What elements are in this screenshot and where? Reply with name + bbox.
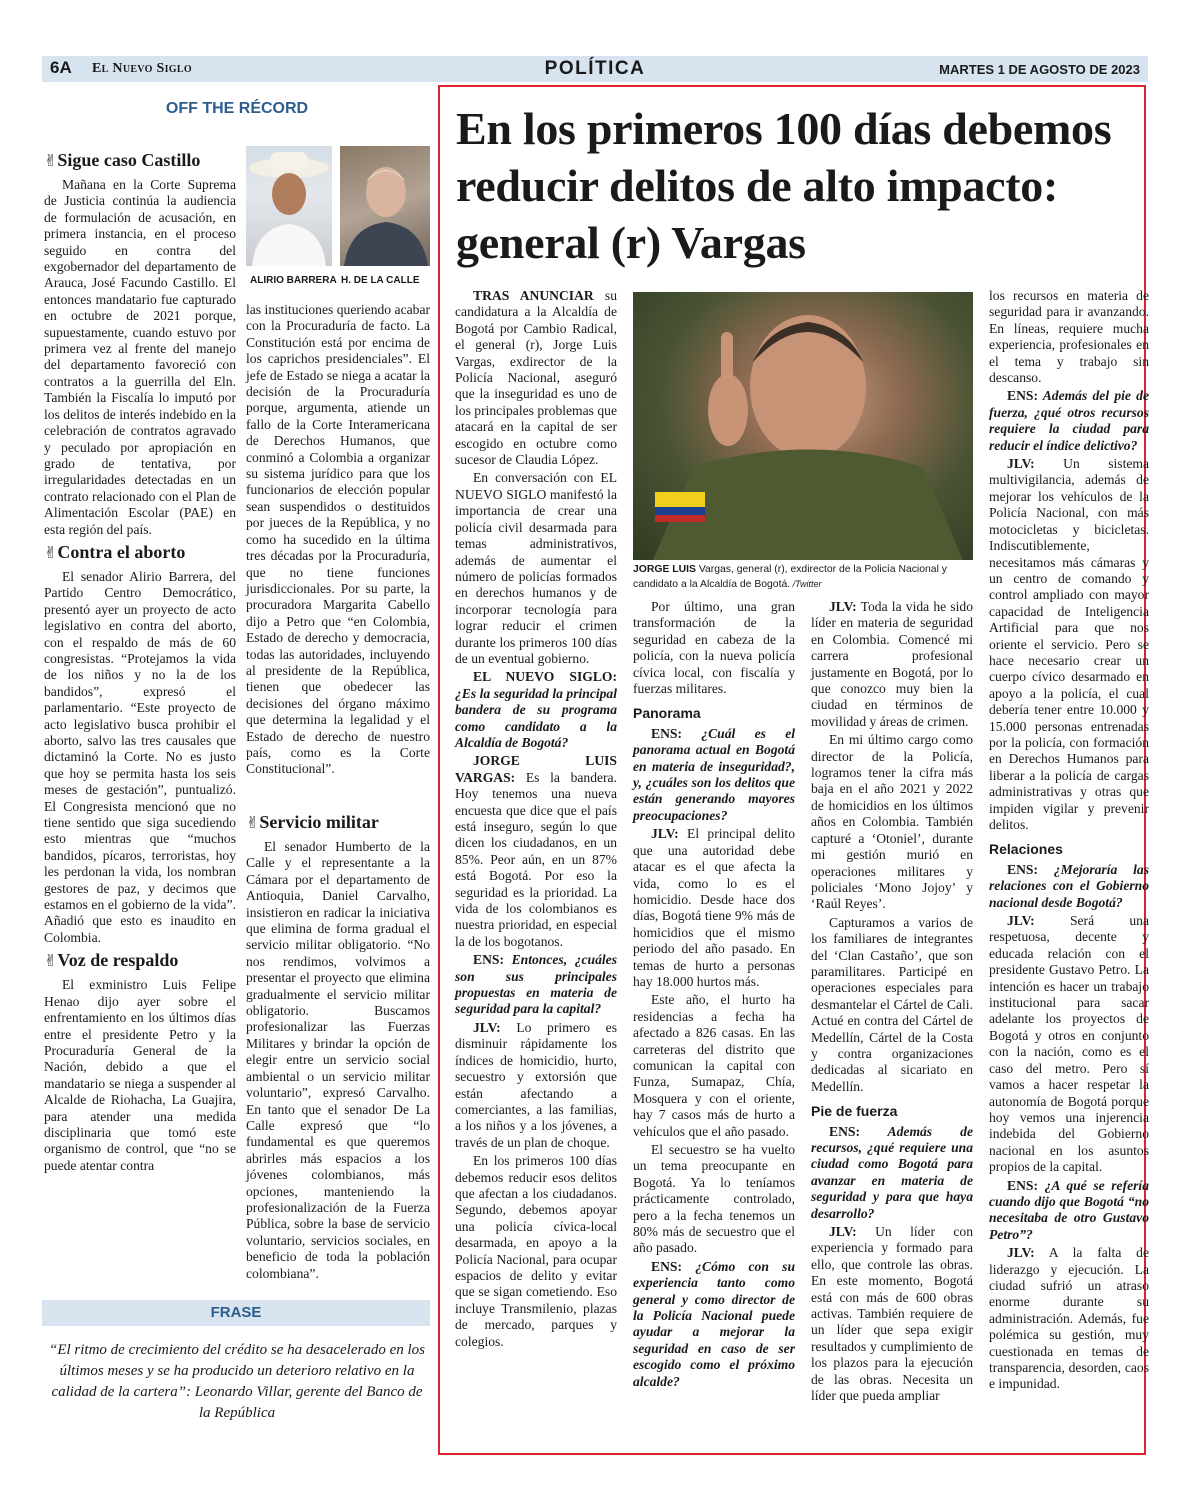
page-number: 6A <box>50 58 72 77</box>
subheading: Panorama <box>633 705 701 722</box>
photo-caption: ALIRIO BARRERA <box>250 275 337 286</box>
photo-caption: JORGE LUIS Vargas, general (r), exdirector de la Policía Nacional y candidato a la Alcaldía de Bogotá. /Twitter <box>633 564 947 590</box>
article-column-1: TRAS ANUNCIAR su candidatura a la Alcaldía de Bogotá por Cambio Radical, el general (r), Jorge Luis Vargas, exdirector de la Policía Nacional, aseguró que la inseguridad es uno de los principales problemas que atacará en la capital de ser escogido en octubre como sucesor de Claudia López. En conversación con EL NUEVO SIGLO manifestó la importancia de crear una policía civil desarmada para temas administrativos, además de aumentar el número de policías formados en derechos humanos y de incorporar tecnología para lograr reducir el crimen durante los primeros 100 días de un eventual gobierno. EL NUEVO SIGLO: ¿Es la seguridad la principal bandera de su programa como candidato a la Alcaldía de Bogotá? JORGE LUIS VARGAS: Es la bandera. Hoy tenemos una nueva encuesta que dice que el país está inseguro, según lo que dicen los ciudadanos, en un 85%. Peor aún, en un 87% está Bogotá. Por eso la seguridad es la prioridad. La vida de los colombianos es nuestra prioridad, en especial la de los bogotanos. ENS: Entonces, ¿cuáles son sus principales propuestas en materia de seguridad para la capital? JLV: Lo primero es disminuir rápidamente los índices de homicidio, hurto, secuestro y extorsión que están afectando a comerciantes, a las familias, a los niños y a los jóvenes, a través de un plan de choque. En los primeros 100 días debemos reducir esos delitos que afectan a los ciudadanos. Segundo, debemos apoyar una policía cívica-local desarmada, en apoyo a la Policía Nacional, para ocupar espacios de delito y evitar que se sigan cometiendo. Eso incluye Transmilenio, plazas de mercado, parques y colegios. <box>455 288 617 1349</box>
frase-bar <box>42 1300 430 1326</box>
photo-humberto-de-la-calle <box>340 146 430 266</box>
paragraph: En mi último cargo como director de la Policía, logramos tener la cifra más baja en el año 2021 y 2022 de homicidios en los últimos años en Colombia. También capturé a ‘Otoniel’, durante mi gestión murió en operaciones militares y policiales ‘Mono Jojoy’ y ‘Raúl Reyes’. <box>811 732 973 912</box>
photo-caption: H. DE LA CALLE <box>341 275 420 286</box>
subheading: Pie de fuerza <box>811 1103 898 1120</box>
section-title: POLÍTICA <box>544 58 646 79</box>
photo-alirio-barrera <box>246 146 332 266</box>
item-text: El exministro Luis Felipe Henao dijo ayer sobre el enfrentamiento en los últimos días entre el presidente Petro y la Procuraduría General de la Nación, debido a que el mandatario se niega a suspender al Alcalde de Riohacha, La Guajira, para atender una medida disciplinaria que tomó este organismo de control, que “no se puede atentar contra <box>44 977 236 1173</box>
issue-date: MARTES 1 DE AGOSTO DE 2023 <box>939 62 1140 77</box>
frase-label: FRASE <box>210 1304 262 1321</box>
frase-quote: “El ritmo de crecimiento del crédito se ha desacelerado en los últimos meses y se ha producido un deterioro relativo en la calidad de la cartera”: Leonardo Villar, gerente del Banco de la República <box>48 1342 426 1421</box>
item-title: ✌Voz de respaldo <box>44 950 179 971</box>
victory-hand-icon: ✌ <box>44 951 58 971</box>
item-text: El senador Humberto de la Calle y el representante a la Cámara por el departamento de Antioquia, Daniel Carvalho, insistieron en radicar la iniciativa que elimina de forma gradual el servicio militar obligatorio. “No nos rendimos, volvimos a presentar el proyecto que elimina gradualmente el servicio militar obligatorio. Buscamos profesionalizar las Fuerzas Militares y brindar la opción de elegir entre un servicio social ambiental o un servicio militar voluntario”, expresó Carvalho. En tanto que el senador De La Calle expresó que “lo fundamental es que queremos abrirles más espacios a los jóvenes colombianos, más opciones, manteniendo la profesionalización de la Fuerza Pública, sobre la base de servicio voluntario, servicios sociales, en beneficio de toda la población colombiana”. <box>246 839 430 1281</box>
page-header <box>42 56 1148 82</box>
item-title: ✌Contra el aborto <box>44 541 186 562</box>
paragraph: los recursos en materia de seguridad para ir avanzando. En líneas, requiere mucha experiencia, profesionales en el tema y trabajo sin descanso. <box>989 288 1149 386</box>
paragraph: Este año, el hurto ha residencias a fecha ha afectado a 826 casas. En las carreteras del distrito que comunican la capital con Funza, Sumapaz, Chía, Mosquera y con el oriente, hay 7 casos más de hurto a vehículos que el año pasado. <box>633 992 795 1139</box>
photo-jorge-luis-vargas <box>633 292 973 560</box>
off-record-column-1 <box>44 146 236 1176</box>
article-column-2: Por último, una gran transformación de la seguridad en cabeza de la policía, con la nueva policía cívica local, con fiscalía y fuerzas militares. Panorama ENS: ¿Cuál es el panorama actual en Bogotá en materia de inseguridad?, y, ¿cuáles son los delitos que están generando mayores preocupaciones? JLV: El principal delito que una autoridad debe atacar es el que afecta la vida, como lo es el homicidio. Desde hace dos días, Bogotá tiene 9% más de homicidios que el mismo periodo del año pasado. En temas de hurto a personas hay 18.000 hurtos más. Este año, el hurto ha residencias a fecha ha afectado a 826 casas. En las carreteras del distrito que comunican la capital con Funza, Sumapaz, Chía, Mosquera y con el oriente, hay 7 casos más de hurto a vehículos que el año pasado. El secuestro se ha vuelto un tema preocupante en Bogotá. Ya lo teníamos prácticamente controlado, pero a la fecha tenemos un 80% más de secuestro que el año pasado. ENS: ¿Cómo con su experiencia tanto como general y como director de la Policía Nacional puede ayudar a mejorar la seguridad en caso de ser escogido como el próximo alcalde? <box>633 599 795 1389</box>
item-title: ✌Servicio militar <box>246 812 379 832</box>
victory-hand-icon: ✌ <box>44 151 58 170</box>
article-column-3: JLV: Toda la vida he sido líder en materia de seguridad en Colombia. Comencé mi carrera profesional justamente en Bogotá, por lo que conozco muy bien la ciudad en términos de movilidad y áreas de crimen. En mi último cargo como director de la Policía, logramos tener la cifra más baja en el año 2021 y 2022 de homicidios en los últimos años en Colombia. También capturé a ‘Otoniel’, durante mi gestión murió en operaciones militares y policiales ‘Mono Jojoy’ y ‘Raúl Reyes’. Capturamos a varios de los familiares de integrantes del ‘Clan Castaño’, que son paramilitares. Participé en operaciones especiales para desmantelar el Cártel de Cali. Actué en contra del Cártel de Medellín, Cártel de la Costa y contra organizaciones dedicadas al sicariato en Medellín. Pie de fuerza ENS: Además de recursos, ¿qué requiere una ciudad como Bogotá para avanzar en materia de seguridad y para que haya desarrollo? JLV: Un líder con experiencia y formado para ello, que controle las obras. En este momento, Bogotá está con más de 600 obras activas. También requiere de un líder que sepa exigir resultados y cumplimiento de los plazos para la ejecución de las obras. Necesita un líder que pueda ampliar <box>811 599 973 1404</box>
paragraph: En los primeros 100 días debemos reducir esos delitos que afectan a los ciudadanos. Segundo, debemos apoyar una policía cívica-local desarmada, en apoyo a la Policía Nacional, para ocupar espacios de delito y evitar que se sigan cometiendo. Eso incluye Transmilenio, plazas de mercado, parques y colegios. <box>455 1153 617 1349</box>
item-text: Mañana en la Corte Suprema de Justicia continúa la audiencia de formulación de acusación, en primera instancia, en el proceso seguido en contra del exgobernador del departamento de Arauca, José Facundo Castillo. El entonces mandatario fue capturado en octubre de 2021 porque, supuestamente, cuando estuvo por primera vez al frente del manejo del departamento favoreció con contratos a la guerrilla del Eln. También la Fiscalía lo imputó por los delitos de interés indebido en la celebración de contratos agravado y peculado por apropiación en grado de tentativa, por irregularidades detectadas en un contrato relacionado con el Plan de Alimentación Escolar (PAE) en esta región del país. <box>44 177 236 537</box>
off-record-column-2 <box>246 302 430 780</box>
article-column-4: los recursos en materia de seguridad para ir avanzando. En líneas, requiere mucha experiencia, profesionales en el tema y trabajo sin descanso. ENS: Además del pie de fuerza, ¿qué otros recursos requiere la ciudad para reducir el índice delictivo? JLV: Un sistema multivigilancia, además de mejorar los vehículos de la Policía Nacional, con más motocicletas y bicicletas. Indiscutiblemente, necesitamos más cámaras y un centro de comando y control ampliado con mayor capacidad de Inteligencia Artificial para que nos oriente el servicio. Pero se hace necesario crear un cuerpo cívico desarmado en apoyo a la policía, el cual debería tener entre 10.000 y 15.000 personas entrenadas por la policía, con formación en Derechos Humanos para liberar a la policía de cargas administrativas y otras que impiden vigilar y prevenir delitos. Relaciones ENS: ¿Mejoraría las relaciones con el Gobierno nacional desde Bogotá? JLV: Será una respetuosa, decente y educada relación con el presidente Gustavo Petro. La intención es hacer un trabajo institucional para sacar adelante los proyectos de Bogotá y otros en conjunto con la nación, como es el caso del metro. Pero sí vamos a hacer respetar la autonomía de Bogotá porque hoy vemos una injerencia indebida del Gobierno nacional en los asuntos propios de la capital. ENS: ¿A qué se refería cuando dijo que Bogotá “no necesitaba de otro Gustavo Petro”? JLV: A la falta de liderazgo y ejecución. La ciudad sufrió un atraso enorme durante su administración. Además, fue polémica su gestión, muy cuestionada en temas de transparencia, desorden, caos e impunidad. <box>989 288 1149 1392</box>
item-text-continued: las instituciones queriendo acabar con la Procuraduría de facto. La Constitución está por encima de los caprichos presidenciales”. El jefe de Estado se niega a acatar la decisión de la Procuraduría porque, argumenta, atiende un fallo de la Corte Interamericana de Derechos Humanos, que conminó a Colombia a organizar su sistema jurídico para que los funcionarios de elección popular sean suspendidos o destituidos por jueces de la República, y no como ha sucedido en la última tres décadas por la Procuraduría, que no tiene funciones jurisdiccionales. Por su parte, la procuradora Margarita Cabello dijo a Petro que “en Colombia, Estado de derecho y democracia, todas las autoridades, incluyendo al presidente de la República, tienen que obedecer las decisiones del órgano máximo que determina la legalidad y el Estado de derecho de nuestro país, como es la Corte Constitucional”. <box>246 302 430 777</box>
item-title: ✌Sigue caso Castillo <box>44 150 201 170</box>
off-record-column-2b <box>246 808 430 1284</box>
article-headline: En los primeros 100 días debemos reducir delitos de alto impacto: general (r) Vargas <box>456 103 1112 268</box>
item-text: El senador Alirio Barrera, del Partido Centro Democrático, presentó ayer un proyecto de acto legislativo en contra del aborto, con el respaldo de más de 60 congresistas. “Protejamos la vida de los niños y no la de los bandidos”, expresó el parlamentario. “Este proyecto de acto legislativo busca prohibir el aborto, salvo las tres causales que dictaminó la Corte. No es justo que hoy se permita hasta los seis meses de gestación”, puntualizó. El Congresista mencionó que no tiene sentido que siga sucediendo esto mientras que “muchos bandidos, pícaros, terroristas, hoy les perdonan la vida, los nombran gestores de paz, y decimos que estamos en el gobierno de la vida”. Añadió que esto es inaudito en Colombia. <box>44 568 236 945</box>
newspaper-name: El Nuevo Siglo <box>92 61 192 76</box>
subheading: Relaciones <box>989 841 1063 858</box>
paragraph: Por último, una gran transformación de la seguridad en cabeza de la policía, con la nueva policía cívica local, con fiscalía y fuerzas militares. <box>633 599 795 697</box>
victory-hand-icon: ✌ <box>44 542 58 562</box>
paragraph: En conversación con EL NUEVO SIGLO manifestó la importancia de crear una policía civil desarmada para temas administrativos, además de aumentar el número de policías formados en derechos humanos y de incorporar tecnología para lograr reducir el crimen durante los primeros 100 días de un eventual gobierno. <box>455 470 617 666</box>
paragraph: El secuestro se ha vuelto un tema preocupante en Bogotá. Ya lo teníamos prácticamente controlado, pero a la fecha tenemos un 80% más de secuestro que el año pasado. <box>633 1142 795 1256</box>
victory-hand-icon: ✌ <box>246 813 260 832</box>
paragraph: Capturamos a varios de los familiares de integrantes del ‘Clan Castaño’, que son paramilitares. Participé en operaciones especiales para desmantelar el Cártel de Cali. Actué en contra del Cártel de Medellín, Cártel de la Costa y contra organizaciones dedicadas al sicariato en Medellín. <box>811 914 973 1094</box>
lead-word: TRAS ANUNCIAR <box>473 288 594 303</box>
off-record-label: OFF THE RÉCORD <box>165 100 309 117</box>
